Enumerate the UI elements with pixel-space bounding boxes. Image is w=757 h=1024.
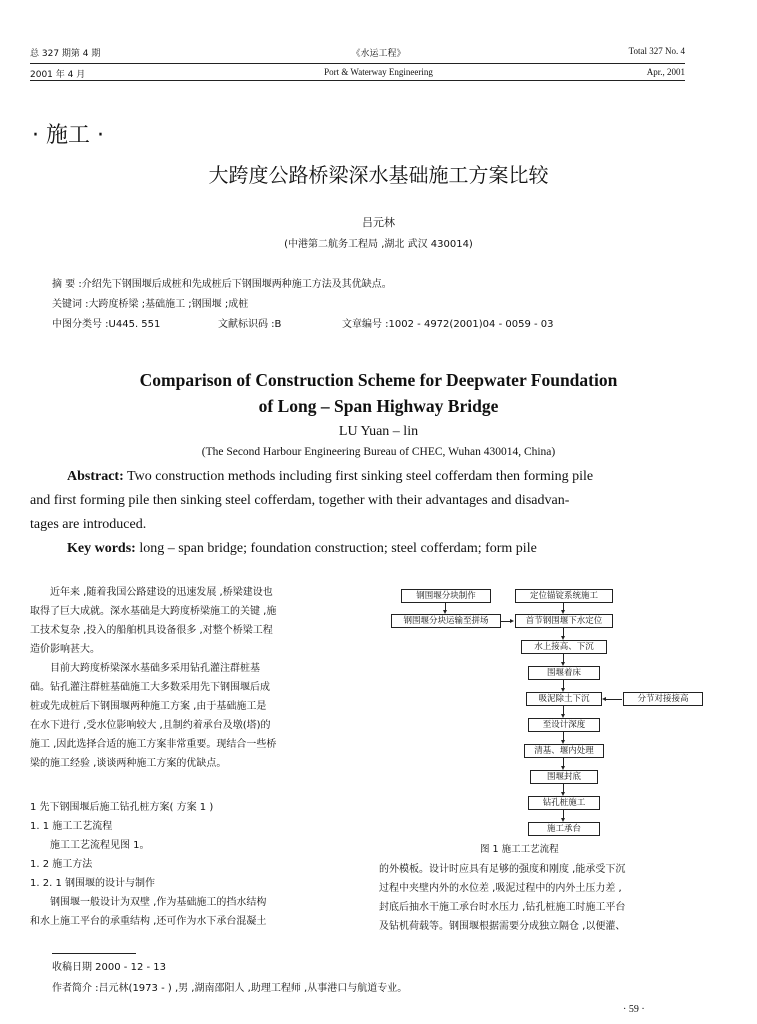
flow-box-fabricate: 钢围堰分块制作	[401, 589, 491, 603]
article-number: 文章编号 :1002 - 4972(2001)04 - 0059 - 03	[342, 319, 554, 330]
flow-box-bored-pile: 钻孔桩施工	[528, 796, 600, 810]
header-rule-bottom	[30, 80, 685, 81]
author-en: LU Yuan – lin	[338, 424, 419, 439]
paragraph-line: 目前大跨度桥梁深水基础多采用钻孔灌注群桩基	[50, 663, 260, 674]
abstract-cn: 摘 要 :介绍先下钢围堰后成桩和先成桩后下钢围堰两种施工方法及其优缺点。	[52, 279, 392, 290]
header-journal-en: Port & Waterway Engineering	[324, 67, 433, 77]
left-column-sections	[30, 798, 350, 931]
paragraph-line: 及钻机荷载等。钢围堰根据需要分成独立隔仓 ,以便灌、	[379, 921, 626, 932]
flow-box-land-bed: 围堰着床	[528, 666, 600, 680]
header-date-cn: 2001 年 4 月	[30, 70, 86, 80]
header-date-en: Apr., 2001	[646, 67, 685, 77]
paragraph-line: 的外模板。设计时应具有足够的强度和刚度 ,能承受下沉	[379, 864, 626, 875]
paragraph-line: 近年来 ,随着我国公路建设的迅速发展 ,桥梁建设也	[50, 587, 273, 598]
clc-number: 中图分类号 :U445. 551	[52, 319, 161, 330]
flow-box-transport: 钢围堰分块运输至拼场	[391, 614, 501, 628]
keywords-en-label: Key words:	[67, 541, 136, 556]
flow-box-anchor: 定位锚锭系统施工	[515, 589, 613, 603]
footnote-author: 作者简介 :吕元林(1973 - ) ,男 ,湖南邵阳人 ,助理工程师 ,从事港口与航道专业。	[52, 983, 408, 994]
flow-box-first-section: 首节钢围堰下水定位	[515, 614, 613, 628]
title-cn: 大跨度公路桥梁深水基础施工方案比较	[208, 163, 549, 187]
abstract-en-line2: and first forming pile then sinking steel cofferdam, together with their advantages and disadvan-	[30, 493, 570, 508]
header-issue-cn: 总 327 期第 4 期	[30, 49, 101, 59]
abstract-en-line1	[67, 469, 593, 485]
flow-box-clean-base: 清基、堰内处理	[524, 744, 604, 758]
title-en-line1: Comparison of Construction Scheme for Deepwater Foundation	[139, 370, 618, 390]
paragraph-line: 在水下进行 ,受水位影响较大 ,且制约着承台及墩(塔)的	[30, 720, 271, 731]
keywords-en	[67, 541, 537, 557]
title-en-line2: of Long – Span Highway Bridge	[258, 396, 499, 416]
keywords-en-text: long – span bridge; foundation construction; steel cofferdam; form pile	[135, 541, 537, 556]
paragraph-line: 造价影响甚大。	[30, 644, 100, 655]
paragraph-line: 础。钻孔灌注群桩基础施工大多数采用先下钢围堰后成	[30, 682, 270, 693]
paragraph-line: 封底后抽水干施工承台时水压力 ,钻孔桩施工时施工平台	[379, 902, 626, 913]
header-journal-cn: 《水运工程》	[351, 49, 406, 59]
flow-box-segment-butt: 分节对接接高	[623, 692, 703, 706]
flow-box-design-depth: 至设计深度	[528, 718, 600, 732]
abstract-en-label: Abstract:	[67, 469, 124, 484]
arrow-left-icon	[602, 697, 606, 701]
flow-box-suction-sink: 吸泥除土下沉	[526, 692, 602, 706]
paragraph-line: 钢围堰一般设计为双壁 ,作为基础施工的挡水结构	[50, 897, 267, 908]
paragraph-line: 工技术复杂 ,投入的船舶机具设备很多 ,对整个桥梁工程	[30, 625, 273, 636]
section-text-1-1: 施工工艺流程见图 1。	[50, 840, 150, 851]
flow-box-seal-bottom: 围堰封底	[530, 770, 598, 784]
keywords-cn: 关键词 :大跨度桥梁 ;基础施工 ;钢围堰 ;成桩	[52, 299, 249, 310]
flow-box-raise-sink: 水上接高、下沉	[521, 640, 607, 654]
figure-caption: 图 1 施工工艺流程	[480, 844, 559, 855]
header-issue-en: Total 327 No. 4	[628, 46, 685, 56]
arrow-right-icon	[510, 619, 514, 623]
flowchart-figure	[385, 583, 705, 843]
section-heading-1: 1 先下钢围堰后施工钻孔桩方案( 方案 1 )	[30, 802, 214, 813]
paragraph-line: 施工 ,因此选择合适的施工方案非常重要。现结合一些桥	[30, 739, 277, 750]
paragraph-line: 梁的施工经验 ,谈谈两种施工方案的优缺点。	[30, 758, 227, 769]
footnote-rule	[52, 953, 136, 954]
footnote-received: 收稿日期 2000 - 12 - 13	[52, 962, 167, 973]
header-rule-top	[30, 63, 685, 64]
flow-box-pile-cap: 施工承台	[528, 822, 600, 836]
author-cn: 吕元林	[362, 216, 395, 229]
page-number: · 59 ·	[623, 1004, 645, 1015]
section-heading-1-1: 1. 1 施工工艺流程	[30, 821, 113, 832]
affiliation-en: (The Second Harbour Engineering Bureau of CHEC, Wuhan 430014, China)	[201, 446, 556, 458]
paragraph-line: 取得了巨大成就。深水基础是大跨度桥梁施工的关键 ,施	[30, 606, 277, 617]
section-heading-1-2-1: 1. 2. 1 钢围堰的设计与制作	[30, 878, 155, 889]
paragraph-line: 和水上施工平台的承重结构 ,还可作为水下承台混凝土	[30, 916, 267, 927]
section-heading-1-2: 1. 2 施工方法	[30, 859, 93, 870]
abstract-en-text1: Two construction methods including first sinking steel cofferdam then forming pile	[123, 469, 594, 484]
paragraph-line: 桩或先成桩后下钢围堰两种施工方案 ,由于基础施工是	[30, 701, 267, 712]
flow-connector	[606, 699, 622, 700]
affiliation-cn: (中港第二航务工程局 ,湖北 武汉 430014)	[284, 239, 473, 250]
document-code: 文献标识码 :B	[218, 319, 282, 330]
abstract-en-line3: tages are introduced.	[30, 517, 147, 532]
paragraph-line: 过程中夹壁内外的水位差 ,吸泥过程中的内外土压力差 ,	[379, 883, 622, 894]
left-column	[30, 583, 340, 773]
section-tag: · 施工 ·	[32, 123, 104, 148]
right-column	[379, 860, 699, 936]
